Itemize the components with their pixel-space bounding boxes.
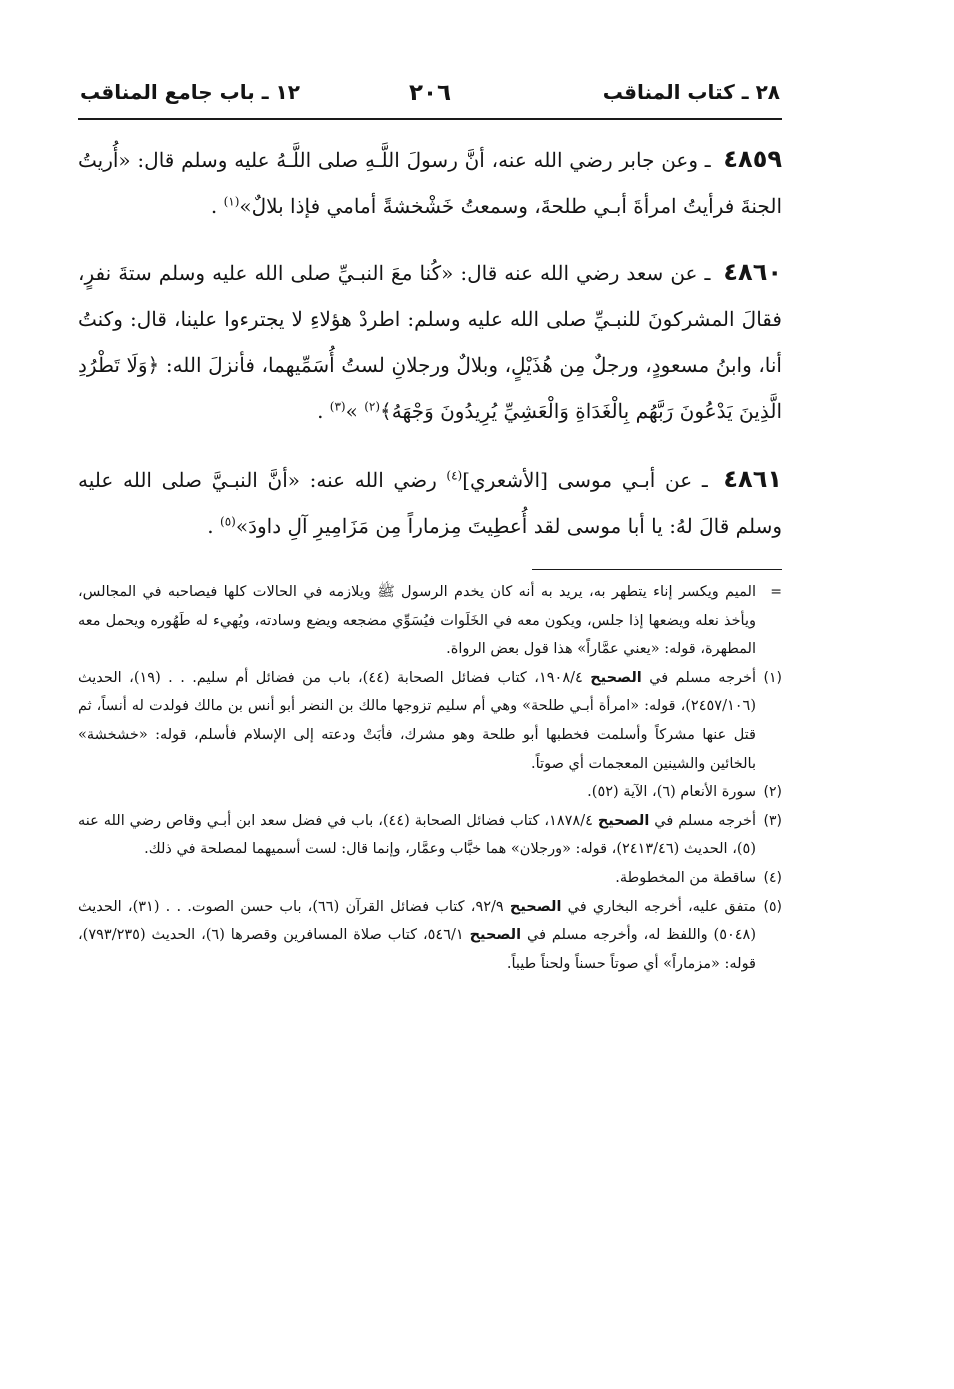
- hadith-end: .: [317, 399, 324, 423]
- hadith-4859: [78, 136, 782, 229]
- hadith-4861: [78, 456, 782, 549]
- footnote-mark: (٥): [763, 898, 782, 915]
- footnote-mark: (٤): [763, 869, 782, 886]
- footnote-text: ٥٤٦/١، كتاب صلاة المسافرين وقصرها (٦)، الحديث (٧٩٣/٢٣٥)، قوله: «مزماراً» أي صوتاً حسناً ولحناً طيباً.: [78, 927, 756, 972]
- footnote-ref: (٤): [446, 468, 463, 483]
- book-page: [78, 74, 782, 978]
- footnote-text: ١٨٧٨/٤، كتاب فضائل الصحابة (٤٤)، باب في فضل سعد ابن أبـي وقاص رضي الله عنه (٥)، الحديث (٢٤١٣/٤٦)، قوله: «ورجلان» هما خبَّاب وعمَّار، وإنما قال: لست أسميهما لمصلحة في ذلك.: [78, 812, 756, 858]
- hadith-number: ٤٨٦٠: [723, 258, 782, 286]
- chapter-title: ٢٨ ـ كتاب المناقب: [602, 80, 780, 104]
- hadith-text: ـ وعن جابر رضي الله عنه، أنَّ رسولَ اللَّـهِ صلى اللَّـهُ عليه وسلم قال: «أُريتُ الجنةَ فرأيتُ امرأةَ أبـي طلحةَ، وسمعتُ خَشْخشةً أمامي فإذا بلالٌ»: [78, 148, 782, 218]
- running-header: [78, 74, 782, 120]
- footnote-source: الصحيح: [469, 927, 522, 944]
- page-number: ٢٠٦: [408, 80, 452, 106]
- footnote-3: [78, 807, 782, 864]
- hadith-4860: [78, 249, 782, 434]
- footnote-mark: (٣): [763, 812, 782, 829]
- footnote-text: ١٩٠٨/٤، كتاب فضائل الصحابة (٤٤)، باب من فضائل أم سليم. . . (١٩)، الحديث (٢٤٥٧/١٠٦)، قوله: «امرأة أبـي طلحة» وهي أم سليم تزوجها مالك بن النضر أبو أنس بن مالك فولدت له أنساً، ثم قتل عنها مشركاً وأسلمت فخطبها أبو طلحة وهو مشرك، فأبَتْ ودعته إلى الإسلام فأسلم، قوله: «خشخشة» بالخائين والشينين المعجمات أي صوتاً.: [78, 669, 756, 772]
- hadith-end: .: [210, 194, 218, 218]
- hadith-text: ـ عن أبـي موسى [الأشعري]: [462, 468, 708, 492]
- footnote-source: الصحيح: [509, 898, 562, 915]
- footnote-5: [78, 893, 782, 979]
- footnote-ref: (٥): [220, 514, 236, 529]
- hadith-number: ٤٨٦١: [723, 465, 782, 493]
- footnote-mark: (١): [763, 669, 782, 686]
- footnote-text: سورة الأنعام (٦)، الآية (٥٢).: [587, 784, 756, 801]
- footnote-text: الميم ويكسر إناء يتطهر به، يريد به أنه كان يخدم الرسول ﷺ ويلازمه في الحالات كلها فيصاحبه في المجالس، ويأخذ نعله ويضعها إذا جلس، ويكون معه في الخَلَوات فيُسَوِّي مضجعه ويضع وسادته، ويُهيء له طَهُوره ويحمل معه المطهرة، قوله: «يعني عمَّاراً» هذا قول بعض الرواة.: [78, 584, 756, 658]
- footnote-2: [78, 778, 782, 807]
- footnote-source: الصحيح: [590, 669, 642, 686]
- footnote-text: أخرجه مسلم في: [649, 669, 757, 686]
- footnote-text: أخرجه مسلم في: [654, 812, 757, 829]
- hadith-text: ـ عن سعد رضي الله عنه قال: «كُنا معَ النبـيِّ صلى الله عليه وسلم ستةَ نفرٍ، فقالَ المشركونَ للنبـيِّ صلى الله عليه وسلم: اطردْ هؤلاءِ لا يجترءوا علينا، قال: وكنتُ أنا، وابنُ مسعودٍ، ورجلٌ مِن هُذَيْلٍ، وبلالٌ ورجلانِ لستُ أُسَمِّيهما، فأنزلَ الله: ﴿وَلَا تَطْرُدِ الَّذِينَ يَدْعُونَ رَبَّهُم بِالْغَدَاةِ وَالْعَشِيِّ يُرِيدُونَ وَجْهَهُ﴾: [78, 261, 782, 423]
- footnote-mark: =: [770, 584, 782, 600]
- hadith-text-close: »: [345, 399, 358, 423]
- footnote-ref: (١): [223, 194, 240, 209]
- footnote-text: متفق عليه، أخرجه البخاري في: [567, 898, 756, 915]
- footnote-text: ٩٢/٩، كتاب فضائل القرآن (٦٦)، باب حسن الصوت. . . (٣١)، الحديث (٥٠٤٨) واللفظ له، وأخرجه مسلم في: [78, 898, 757, 944]
- footnote-ref: (٢): [364, 399, 381, 414]
- footnote-source: الصحيح: [597, 812, 650, 829]
- hadith-number: ٤٨٥٩: [723, 145, 782, 173]
- hadith-end: .: [207, 514, 214, 538]
- footnote-continued: [78, 578, 782, 664]
- footnote-divider: [532, 569, 782, 570]
- footnote-4: [78, 864, 782, 893]
- footnotes: [78, 578, 782, 978]
- hadith-text-cont: رضي الله عنه: «أنَّ النبـيَّ صلى الله عليه وسلم قالَ لهُ: يا أبا موسى لقد أُعطِيتَ مِزماراً مِن مَزَامِيرِ آلِ داودَ»: [78, 468, 782, 538]
- footnote-ref: (٣): [329, 399, 346, 414]
- footnote-1: [78, 664, 782, 778]
- section-title: ١٢ ـ باب جامع المناقب: [80, 80, 300, 104]
- footnote-mark: (٢): [763, 784, 782, 801]
- footnote-text: ساقطة من المخطوطة.: [615, 869, 756, 886]
